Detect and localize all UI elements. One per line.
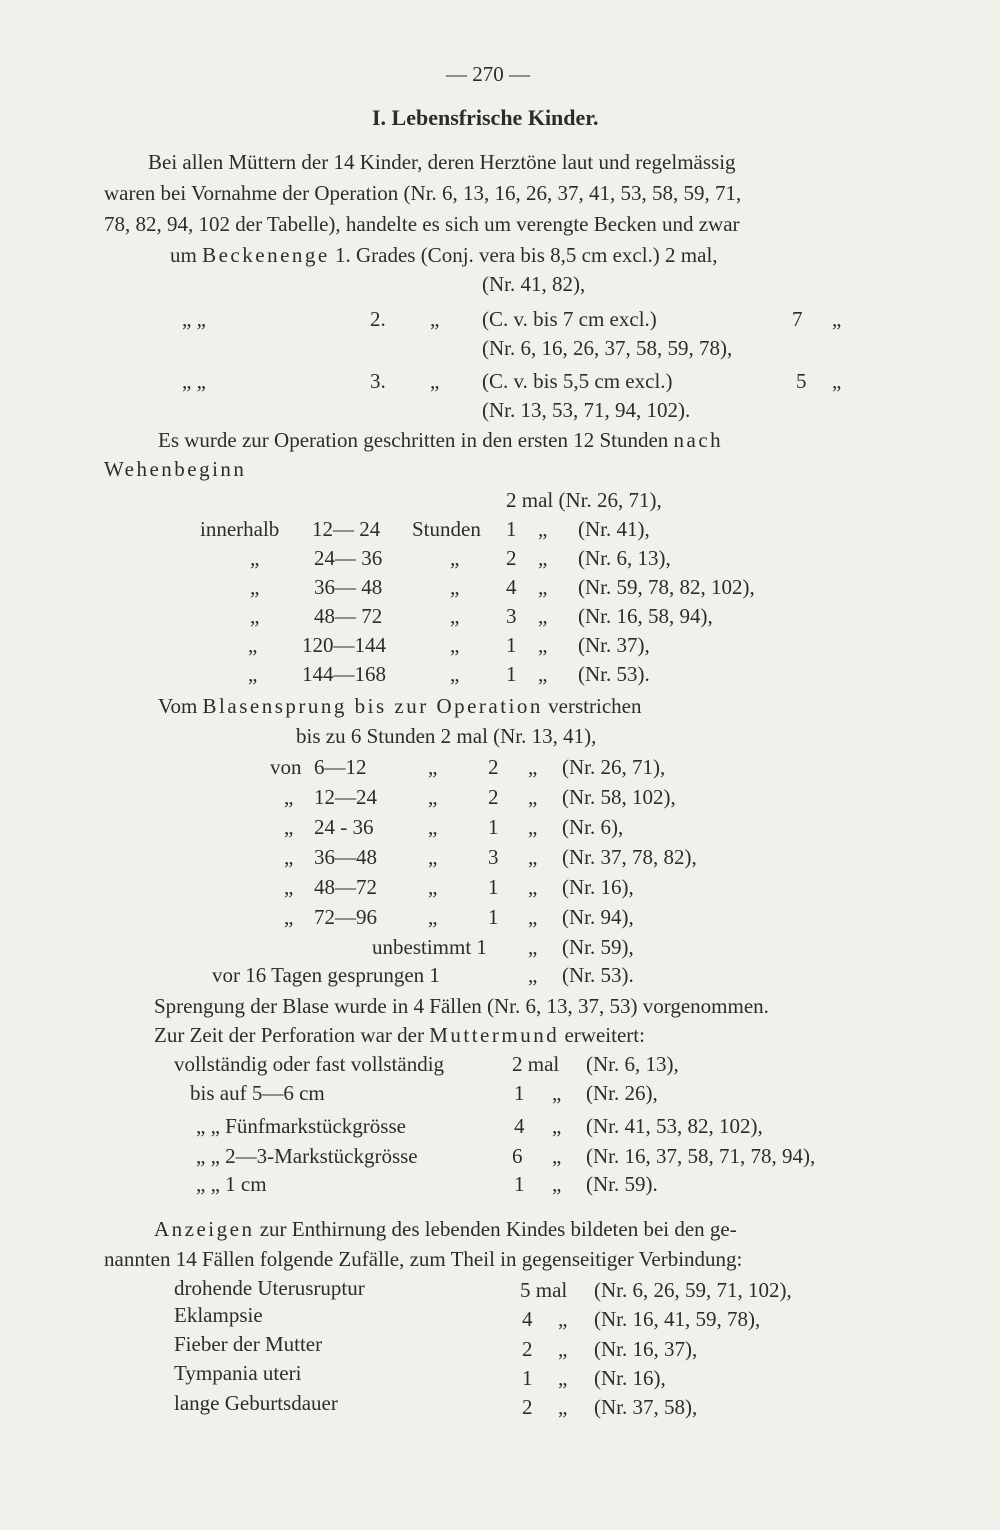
sprengung-line: Sprengung der Blase wurde in 4 Fällen (Nr. 6, 13, 37, 53) vorgenommen. <box>154 994 769 1018</box>
blase-q: „ <box>528 963 538 987</box>
anzeigen-label: Fieber der Mutter <box>174 1332 323 1356</box>
blase-unit: „ <box>428 845 438 869</box>
wehen-pre: „ <box>250 546 260 570</box>
wehen-first-row: 2 mal (Nr. 26, 71), <box>506 488 662 512</box>
muttermund-text: Zur Zeit der Perforation war der <box>154 1023 424 1047</box>
intro-line-4 <box>170 241 718 269</box>
blase-count: 1 <box>488 815 499 839</box>
blase-range: 36—48 <box>314 845 377 869</box>
muttermund-label: „ „ 1 cm <box>196 1172 267 1196</box>
wehen-count: 4 <box>506 575 517 599</box>
wehen-refs: (Nr. 41), <box>578 517 650 541</box>
muttermund-count: 2 mal <box>512 1052 560 1076</box>
grade-unit: „ <box>832 369 842 393</box>
intro-line-5: (Nr. 41, 82), <box>482 272 586 296</box>
blase-range: 72—96 <box>314 905 377 929</box>
grade-number: 2. <box>370 307 386 331</box>
wehen-count: 2 <box>506 546 517 570</box>
grade-refs: (Nr. 13, 53, 71, 94, 102). <box>482 398 691 422</box>
blase-count: 1 <box>488 875 499 899</box>
blase-heading <box>158 692 641 720</box>
anzeigen-label: Tympania uteri <box>174 1361 302 1385</box>
grade-number: 3. <box>370 369 386 393</box>
grade-desc: (C. v. bis 5,5 cm excl.) <box>482 369 673 393</box>
blase-range: 48—72 <box>314 875 377 899</box>
wehen-pre: „ <box>250 575 260 599</box>
wehen-line-1 <box>158 426 723 454</box>
wehen-pre: „ <box>248 662 258 686</box>
wehen-refs: (Nr. 59, 78, 82, 102), <box>578 575 755 599</box>
blase-range: 12—24 <box>314 785 377 809</box>
blase-vom: Vom <box>158 694 198 718</box>
blase-pre: „ <box>284 875 294 899</box>
wehen-refs: (Nr. 37), <box>578 633 650 657</box>
blase-count: 2 <box>488 785 499 809</box>
blase-pre: „ <box>284 785 294 809</box>
blase-refs: (Nr. 58, 102), <box>562 785 676 809</box>
blase-q: „ <box>528 875 538 899</box>
wehen-q: „ <box>538 517 548 541</box>
muttermund-heading <box>154 1021 645 1049</box>
wehen-refs: (Nr. 53). <box>578 662 650 686</box>
blase-q: „ <box>528 755 538 779</box>
anzeigen-term: Anzeigen <box>154 1217 255 1241</box>
muttermund-count: 1 <box>514 1081 525 1105</box>
grade-ditto-2: „ <box>430 369 440 393</box>
wehen-unit: „ <box>450 662 460 686</box>
section-heading: I. Lebensfrische Kinder. <box>372 105 599 130</box>
wehen-refs: (Nr. 16, 58, 94), <box>578 604 713 628</box>
anzeigen-label: drohende Uterusruptur <box>174 1276 365 1300</box>
wehen-pre: „ <box>250 604 260 628</box>
intro-line-3: 78, 82, 94, 102 der Tabelle), handelte es sich um verengte Becken und zwar <box>104 212 740 236</box>
blase-refs: (Nr. 37, 78, 82), <box>562 845 697 869</box>
grade-count: 5 <box>796 369 807 393</box>
blase-count: 2 <box>488 755 499 779</box>
wehen-q: „ <box>538 633 548 657</box>
blase-refs: (Nr. 59), <box>562 935 634 959</box>
wehen-pre: innerhalb <box>200 517 280 541</box>
blase-count: 3 <box>488 845 499 869</box>
wehen-q: „ <box>538 546 548 570</box>
grade-ditto-2: „ <box>430 307 440 331</box>
muttermund-refs: (Nr. 59). <box>586 1172 658 1196</box>
beckenenge-term: Beckenenge <box>202 243 330 267</box>
muttermund-count: 1 <box>514 1172 525 1196</box>
blase-q: „ <box>528 815 538 839</box>
wehen-unit: „ <box>450 633 460 657</box>
muttermund-q: „ <box>552 1081 562 1105</box>
blase-vor-label: vor 16 Tagen gesprungen 1 <box>212 963 440 987</box>
grade-ditto: „ „ <box>182 369 206 393</box>
muttermund-refs: (Nr. 26), <box>586 1081 658 1105</box>
grade-unit: „ <box>832 307 842 331</box>
muttermund-refs: (Nr. 41, 53, 82, 102), <box>586 1114 763 1138</box>
wehen-range: 36— 48 <box>314 575 383 599</box>
wehen-count: 1 <box>506 633 517 657</box>
wehen-pre: „ <box>248 633 258 657</box>
wehen-count: 3 <box>506 604 517 628</box>
muttermund-count: 6 <box>512 1144 523 1168</box>
anzeigen-q: „ <box>558 1366 568 1390</box>
intro-um: um <box>170 243 197 267</box>
anzeigen-line-2: nannten 14 Fällen folgende Zufälle, zum Theil in gegenseitiger Verbindung: <box>104 1247 743 1271</box>
blase-unit: „ <box>428 905 438 929</box>
blase-pre: „ <box>284 845 294 869</box>
blase-unit: „ <box>428 785 438 809</box>
wehen-q: „ <box>538 575 548 599</box>
blase-refs: (Nr. 16), <box>562 875 634 899</box>
muttermund-label: „ „ Fünfmarkstückgrösse <box>196 1114 406 1138</box>
anzeigen-q: „ <box>558 1337 568 1361</box>
wehen-range: 120—144 <box>302 633 386 657</box>
wehenbeginn-term: Wehenbeginn <box>104 457 247 481</box>
grade-desc: (C. v. bis 7 cm excl.) <box>482 307 657 331</box>
blase-unit: „ <box>428 815 438 839</box>
wehen-count: 1 <box>506 517 517 541</box>
grade-ditto: „ „ <box>182 307 206 331</box>
muttermund-term: Muttermund <box>429 1023 560 1047</box>
blase-q: „ <box>528 935 538 959</box>
muttermund-q: „ <box>552 1144 562 1168</box>
intro-grade-1: 1. Grades (Conj. vera bis 8,5 cm excl.) 2 mal, <box>334 243 718 267</box>
blase-unbestimmt-label: unbestimmt 1 <box>372 935 487 959</box>
blasensprung-term: Blasensprung bis zur Operation <box>202 694 543 718</box>
intro-line-2: waren bei Vornahme der Operation (Nr. 6, 13, 16, 26, 37, 41, 53, 58, 59, 71, <box>104 181 742 205</box>
blase-refs: (Nr. 53). <box>562 963 634 987</box>
muttermund-label: „ „ 2—3-Markstückgrösse <box>196 1144 418 1168</box>
blase-refs: (Nr. 6), <box>562 815 624 839</box>
wehen-unit: „ <box>450 546 460 570</box>
grade-refs: (Nr. 6, 16, 26, 37, 58, 59, 78), <box>482 336 733 360</box>
anzeigen-text: zur Enthirnung des lebenden Kindes bildeten bei den ge- <box>259 1217 737 1241</box>
wehen-refs: (Nr. 6, 13), <box>578 546 671 570</box>
wehen-count: 1 <box>506 662 517 686</box>
wehen-range: 24— 36 <box>314 546 383 570</box>
blase-unit: „ <box>428 755 438 779</box>
anzeigen-label: Eklampsie <box>174 1303 263 1327</box>
wehen-unit: Stunden <box>412 517 481 541</box>
blase-first-row: bis zu 6 Stunden 2 mal (Nr. 13, 41), <box>296 724 597 748</box>
muttermund-q: „ <box>552 1114 562 1138</box>
blase-pre: „ <box>284 905 294 929</box>
anzeigen-refs: (Nr. 37, 58), <box>594 1395 698 1419</box>
blase-refs: (Nr. 94), <box>562 905 634 929</box>
wehen-text: Es wurde zur Operation geschritten in den ersten 12 Stunden <box>158 428 669 452</box>
anzeigen-count: 2 <box>522 1395 533 1419</box>
anzeigen-count: 1 <box>522 1366 533 1390</box>
wehen-unit: „ <box>450 604 460 628</box>
blase-pre: „ <box>284 815 294 839</box>
muttermund-label: vollständig oder fast vollständig <box>174 1052 445 1076</box>
blase-range: 6—12 <box>314 755 367 779</box>
blase-count: 1 <box>488 905 499 929</box>
muttermund-erweitert: erweitert: <box>564 1023 645 1047</box>
blase-unit: „ <box>428 875 438 899</box>
blase-q: „ <box>528 845 538 869</box>
anzeigen-refs: (Nr. 16, 37), <box>594 1337 698 1361</box>
wehen-range: 144—168 <box>302 662 386 686</box>
anzeigen-refs: (Nr. 16), <box>594 1366 666 1390</box>
blase-q: „ <box>528 785 538 809</box>
anzeigen-count: 4 <box>522 1307 533 1331</box>
anzeigen-refs: (Nr. 16, 41, 59, 78), <box>594 1307 761 1331</box>
muttermund-count: 4 <box>514 1114 525 1138</box>
muttermund-refs: (Nr. 6, 13), <box>586 1052 679 1076</box>
anzeigen-q: „ <box>558 1307 568 1331</box>
muttermund-label: bis auf 5—6 cm <box>190 1081 325 1105</box>
blase-refs: (Nr. 26, 71), <box>562 755 666 779</box>
anzeigen-line-1 <box>154 1215 737 1243</box>
muttermund-q: „ <box>552 1172 562 1196</box>
blase-q: „ <box>528 905 538 929</box>
anzeigen-q: „ <box>558 1395 568 1419</box>
wehen-q: „ <box>538 662 548 686</box>
intro-line-1: Bei allen Müttern der 14 Kinder, deren Herztöne laut und regelmässig <box>148 150 736 174</box>
anzeigen-count: 5 mal <box>520 1278 568 1302</box>
anzeigen-count: 2 <box>522 1337 533 1361</box>
wehen-nach: nach <box>673 428 724 452</box>
wehen-unit: „ <box>450 575 460 599</box>
wehen-range: 12— 24 <box>312 517 381 541</box>
grade-count: 7 <box>792 307 803 331</box>
wehen-q: „ <box>538 604 548 628</box>
blase-verstrichen: verstrichen <box>548 694 642 718</box>
wehen-range: 48— 72 <box>314 604 383 628</box>
anzeigen-refs: (Nr. 6, 26, 59, 71, 102), <box>594 1278 792 1302</box>
page-number: — 270 — <box>446 62 530 86</box>
blase-range: 24 - 36 <box>314 815 374 839</box>
muttermund-refs: (Nr. 16, 37, 58, 71, 78, 94), <box>586 1144 816 1168</box>
anzeigen-label: lange Geburtsdauer <box>174 1391 338 1415</box>
blase-pre: von <box>270 755 302 779</box>
